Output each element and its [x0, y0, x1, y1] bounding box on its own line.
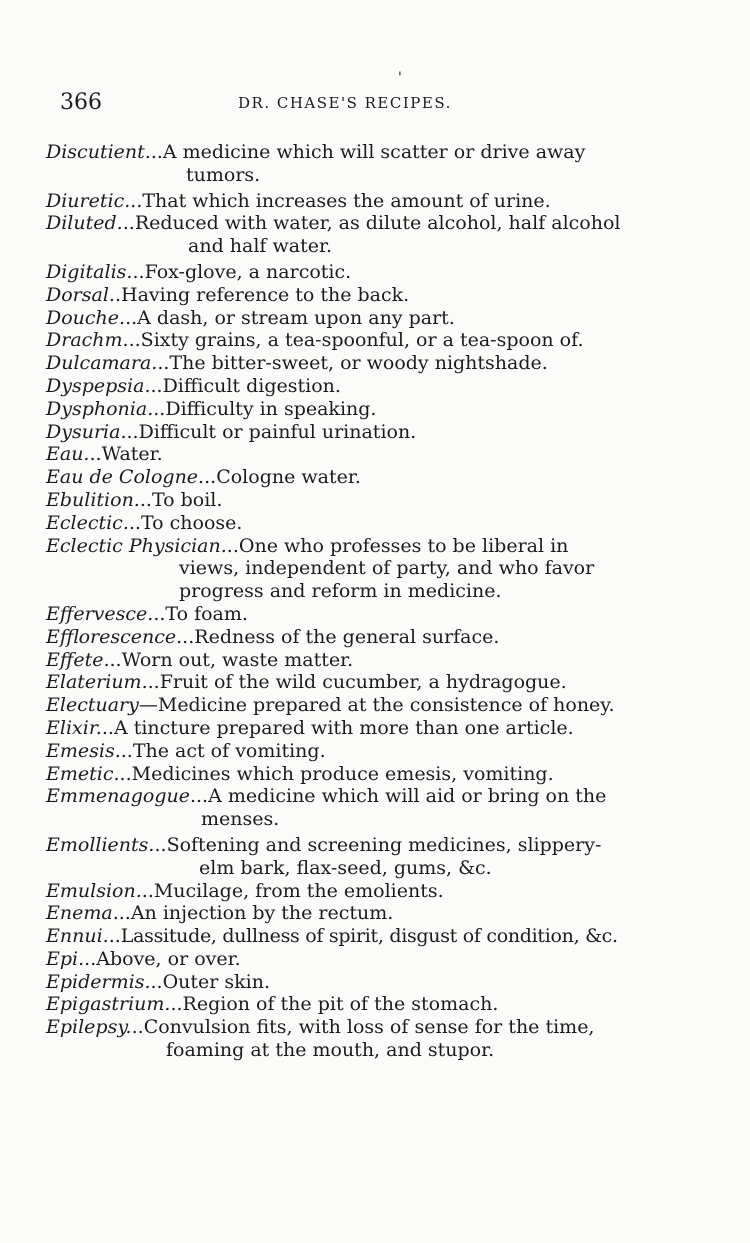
entry-separator: .. [125, 306, 138, 329]
entry-separator: .. [108, 925, 121, 948]
entry-definition: Difficult or painful urination. [138, 420, 417, 443]
entry-continuation: progress and reform in medicine. [179, 580, 502, 603]
entry-separator: .. [119, 762, 132, 785]
page-number: 366 [60, 90, 102, 115]
entry-separator: — [138, 694, 158, 717]
glossary-entry [46, 443, 680, 466]
entry-term: Epidermis. [46, 970, 151, 993]
entry-separator: .. [84, 947, 97, 970]
glossary-entry [46, 1016, 680, 1062]
entry-definition: Mucilage, from the emolients. [153, 879, 444, 902]
entry-term: Dysuria. [46, 420, 127, 443]
glossary-entry [46, 717, 680, 740]
entry-separator: .. [128, 511, 141, 534]
running-title: DR. CHASE'S RECIPES. [238, 94, 452, 112]
entry-separator: .. [122, 212, 135, 235]
entry-continuation: tumors. [186, 163, 261, 186]
entry-continuation: views, independent of party, and who favor [179, 557, 595, 580]
entry-term: Digitalis. [46, 260, 133, 283]
entry-separator: .. [147, 671, 160, 694]
entry-definition: Fruit of the wild cucumber, a hydragogue. [159, 671, 567, 694]
entry-separator: .. [150, 141, 163, 163]
entry-term: Eau de Cologne. [46, 466, 205, 489]
entry-term: Dyspepsia. [46, 374, 151, 397]
entry-term: Drachm. [46, 329, 129, 352]
glossary-entry [46, 141, 680, 187]
entry-separator: .. [204, 466, 217, 489]
entry-separator: .. [226, 534, 239, 557]
entry-term: Ebulition. [46, 488, 140, 511]
entry-separator: .. [132, 260, 145, 283]
entry-definition: Medicine prepared at the consistence of honey. [157, 694, 615, 717]
entry-separator: .. [131, 1016, 144, 1039]
glossary-entry [46, 261, 680, 284]
glossary-entry [46, 694, 680, 717]
entry-definition: Redness of the general surface. [194, 625, 500, 648]
entry-term: Dulcamara. [46, 352, 158, 375]
glossary-entry [46, 785, 680, 831]
glossary-entry [46, 649, 680, 672]
glossary-entry [46, 971, 680, 994]
glossary-entry [46, 948, 680, 971]
entry-term: Efflorescence. [46, 625, 183, 648]
entry-separator: .. [153, 397, 166, 420]
entry-definition: To foam. [165, 602, 248, 625]
entry-separator: .. [120, 739, 133, 762]
entry-term: Diluted. [46, 212, 123, 235]
entry-separator: .. [141, 879, 154, 902]
glossary-entry [46, 740, 680, 763]
entry-term: Epilepsy. [46, 1016, 132, 1039]
entry-definition: Reduced with water, as dilute alcohol, half alcohol [134, 212, 621, 235]
entry-separator: .. [130, 189, 143, 212]
entry-separator: .. [154, 833, 167, 856]
entry-separator: .. [182, 625, 195, 648]
entry-separator: .. [118, 902, 131, 925]
entry-definition: Cologne water. [216, 466, 361, 489]
glossary-entry [46, 626, 680, 649]
page-header [60, 90, 660, 118]
entry-continuation: menses. [201, 808, 280, 831]
entry-term: Dysphonia. [46, 397, 154, 420]
glossary-entry [46, 603, 680, 626]
entry-separator: .. [128, 329, 141, 352]
entry-definition: Worn out, waste matter. [121, 648, 354, 671]
glossary-entry [46, 993, 680, 1016]
entry-definition: A medicine which will aid or bring on the [208, 785, 607, 808]
glossary-entry [46, 489, 680, 512]
entry-continuation: and half water. [188, 235, 332, 258]
glossary-entry [46, 307, 680, 330]
entry-definition: The act of vomiting. [132, 739, 326, 762]
entry-definition: Difficult digestion. [162, 374, 341, 397]
entry-definition: Convulsion fits, with loss of sense for the time, [143, 1016, 595, 1039]
entry-term: Eclectic. [46, 511, 129, 534]
entry-definition: That which increases the amount of urine. [142, 189, 551, 212]
glossary-entry [46, 375, 680, 398]
entry-definition: One who professes to be liberal in [238, 534, 569, 557]
entry-definition: A medicine which will scatter or drive away [162, 141, 586, 163]
entry-definition: Lassitude, dullness of spirit, disgust of condition, &c. [120, 925, 618, 948]
glossary-entry [46, 834, 680, 880]
glossary-entry [46, 284, 680, 307]
entry-term: Emulsion. [46, 879, 142, 902]
entry-term: Elaterium. [46, 671, 148, 694]
entry-definition: Sixty grains, a tea-spoonful, or a tea-spoon of. [140, 329, 584, 352]
glossary-entry [46, 763, 680, 786]
glossary-entry [46, 512, 680, 535]
glossary-entry [46, 880, 680, 903]
entry-definition: The bitter-sweet, or woody nightshade. [169, 352, 548, 375]
entry-definition: Softening and screening medicines, slippery- [166, 833, 602, 856]
entry-definition: A tincture prepared with more than one article. [113, 716, 574, 739]
entry-separator: .. [139, 488, 152, 511]
glossary-entry [46, 466, 680, 489]
entry-definition: Region of the pit of the stomach. [182, 993, 499, 1016]
entry-separator: .. [196, 785, 209, 808]
entry-separator: .. [109, 648, 122, 671]
entry-definition: Water. [101, 443, 163, 466]
entry-term: Enema. [46, 902, 119, 925]
glossary-entry [46, 535, 680, 603]
entry-term: Douche. [46, 306, 126, 329]
glossary-entry [46, 212, 680, 258]
entry-definition: Difficulty in speaking. [165, 397, 377, 420]
glossary-entry [46, 329, 680, 352]
entry-term: Elixir. [46, 716, 102, 739]
entry-term: Ennui. [46, 925, 109, 948]
entry-separator: .. [157, 352, 170, 375]
entry-term: Effervesce. [46, 602, 154, 625]
entry-term: Emetic. [46, 762, 120, 785]
entry-definition: Having reference to the back. [121, 283, 410, 306]
entry-separator: .. [170, 993, 183, 1016]
entry-term: Electuary [46, 694, 139, 717]
entry-separator: .. [126, 420, 139, 443]
entry-separator: .. [89, 443, 102, 466]
entry-term: Emollients. [46, 833, 155, 856]
entry-term: Discutient. [46, 141, 151, 163]
entry-term: Dorsal. [46, 283, 115, 306]
entry-definition: A dash, or stream upon any part. [137, 306, 455, 329]
entry-term: Eclectic Physician. [46, 534, 227, 557]
entry-definition: Above, or over. [96, 947, 241, 970]
entry-term: Eau. [46, 443, 90, 466]
entry-separator: .. [150, 374, 163, 397]
glossary-entry [46, 190, 680, 213]
glossary-entry [46, 925, 680, 948]
entry-separator: .. [150, 970, 163, 993]
entry-term: Epi. [46, 947, 85, 970]
entry-definition: Fox-glove, a narcotic. [144, 260, 352, 283]
entry-continuation: elm bark, flax-seed, gums, &c. [199, 856, 492, 879]
entry-term: Diuretic. [46, 189, 131, 212]
entry-continuation: foaming at the mouth, and stupor. [166, 1039, 495, 1062]
glossary-entry [46, 398, 680, 421]
stray-mark: ' [398, 70, 402, 86]
entry-separator: .. [101, 716, 114, 739]
entry-definition: To boil. [151, 488, 223, 511]
entry-definition: An injection by the rectum. [130, 902, 394, 925]
entry-definition: Outer skin. [162, 970, 271, 993]
entry-term: Epigastrium. [46, 993, 171, 1016]
glossary-entries [46, 141, 680, 1062]
entry-term: Effete. [46, 648, 110, 671]
entry-separator: .. [153, 602, 166, 625]
glossary-entry [46, 352, 680, 375]
entry-term: Emmenagogue. [46, 785, 196, 808]
entry-term: Emesis. [46, 739, 121, 762]
glossary-entry [46, 421, 680, 444]
entry-definition: To choose. [140, 511, 243, 534]
glossary-entry [46, 671, 680, 694]
entry-definition: Medicines which produce emesis, vomiting. [131, 762, 554, 785]
entry-separator: . [114, 283, 121, 306]
glossary-entry [46, 902, 680, 925]
